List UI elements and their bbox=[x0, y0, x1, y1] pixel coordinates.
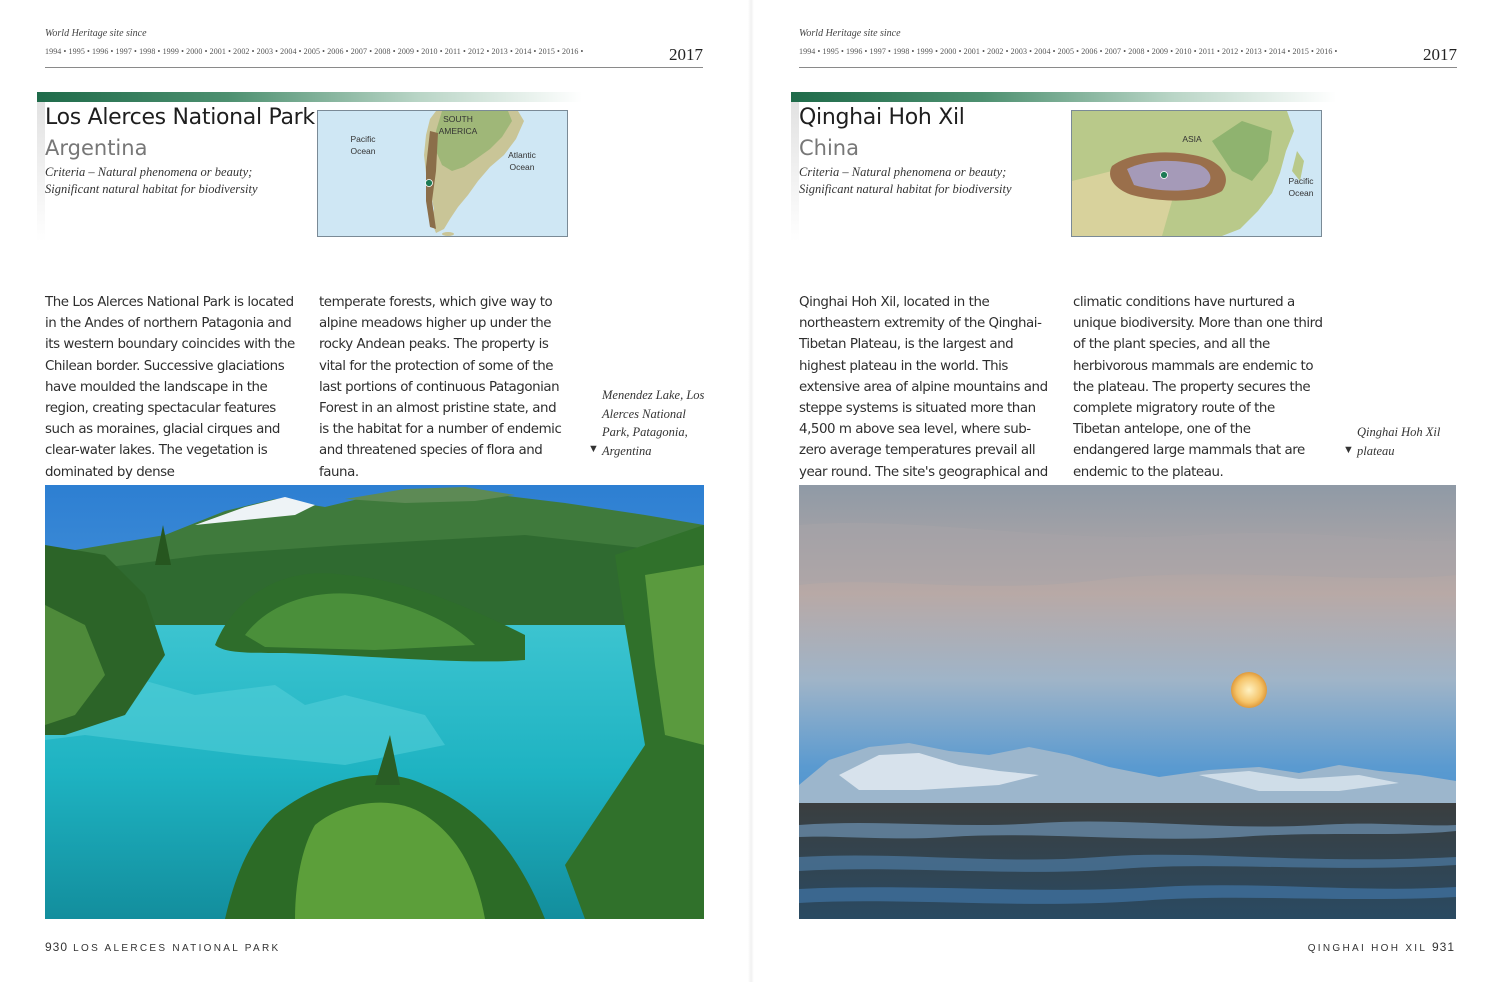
year-entry: 2006 • bbox=[327, 47, 351, 56]
caption-arrow-icon: ▼ bbox=[1343, 444, 1354, 456]
running-head bbox=[799, 28, 1457, 68]
title-accent-bar bbox=[37, 92, 582, 102]
title-shadow bbox=[791, 102, 799, 242]
year-entry: 2003 • bbox=[1010, 47, 1035, 56]
page-number: 930 bbox=[45, 940, 69, 954]
year-entry: 1998 • bbox=[893, 47, 917, 56]
criteria-line: Criteria – Natural phenomena or beauty; bbox=[45, 165, 253, 179]
folio-title: QINGHAI HOH XIL bbox=[1307, 943, 1427, 954]
year-entry: 2003 • bbox=[256, 47, 281, 56]
year-timeline bbox=[799, 47, 1457, 68]
body-text-column-1: Qinghai Hoh Xil, located in the northeastern extremity of the Qinghai-Tibetan Plateau, is the largest and highest plateau in the world. This extensive area of alpine mountains and steppe systems is situated more than 4,500 m above sea level, where sub-zero average temperatures prevail all year round. The site's geographical and bbox=[799, 295, 1048, 480]
year-entry: 1997 • bbox=[115, 47, 140, 56]
year-entry: 2000 • bbox=[940, 47, 964, 56]
year-entry: 2002 • bbox=[233, 47, 257, 56]
photo-caption bbox=[1343, 423, 1441, 460]
year-entry: 2016 • bbox=[562, 47, 584, 56]
year-entry: 2009 • bbox=[1151, 47, 1176, 56]
year-entry: 2009 • bbox=[397, 47, 422, 56]
year-entry: 2012 • bbox=[467, 47, 492, 56]
year-entry: 1996 • bbox=[846, 47, 870, 56]
year-entry: 2001 • bbox=[963, 47, 988, 56]
plateau-photo bbox=[799, 485, 1456, 919]
year-entry: 2015 • bbox=[538, 47, 563, 56]
year-entry: 2008 • bbox=[1128, 47, 1152, 56]
heritage-label: World Heritage site since bbox=[799, 28, 901, 39]
year-list bbox=[45, 47, 583, 56]
year-entry: 2000 • bbox=[186, 47, 210, 56]
site-country: Argentina bbox=[45, 136, 148, 160]
year-entry: 2010 • bbox=[421, 47, 445, 56]
site-criteria bbox=[799, 164, 1059, 198]
inscription-year: 2017 bbox=[1423, 45, 1457, 64]
year-entry: 2014 • bbox=[515, 47, 539, 56]
map-label-pacific: Pacific Ocean bbox=[350, 134, 376, 156]
year-entry: 1997 • bbox=[869, 47, 894, 56]
map-label-continent: SOUTH AMERICA bbox=[438, 114, 478, 136]
site-country: China bbox=[799, 136, 859, 160]
year-entry: 2012 • bbox=[1221, 47, 1246, 56]
location-map bbox=[1071, 110, 1322, 237]
year-entry: 2005 • bbox=[303, 47, 328, 56]
year-entry: 2015 • bbox=[1292, 47, 1317, 56]
site-title: Qinghai Hoh Xil bbox=[799, 105, 965, 130]
criteria-line: Significant natural habitat for biodiversity bbox=[799, 182, 1012, 196]
folio bbox=[1308, 940, 1455, 954]
title-accent-bar bbox=[791, 92, 1336, 102]
menendez-lake-image bbox=[45, 485, 704, 919]
year-entry: 2004 • bbox=[280, 47, 304, 56]
year-entry: 2010 • bbox=[1175, 47, 1199, 56]
folio-title: LOS ALERCES NATIONAL PARK bbox=[73, 943, 281, 954]
page-number: 931 bbox=[1431, 940, 1455, 954]
year-entry: 2011 • bbox=[444, 47, 468, 56]
year-list bbox=[799, 47, 1337, 56]
photo-caption bbox=[588, 386, 706, 460]
body-text-column-1: The Los Alerces National Park is located in the Andes of northern Patagonia and its western boundary coincides with the Chilean border. Successive glaciations have moulded the landscape in the region, creating spectacular features such as moraines, glacial cirques and clear-water lakes. The vegetation is dominated by dense bbox=[45, 295, 295, 480]
year-entry: 1996 • bbox=[92, 47, 116, 56]
year-entry: 1998 • bbox=[139, 47, 163, 56]
year-entry: 2006 • bbox=[1081, 47, 1105, 56]
year-entry: 1999 • bbox=[916, 47, 941, 56]
title-shadow bbox=[37, 102, 45, 242]
year-entry: 1994 • bbox=[45, 47, 69, 56]
year-entry: 1994 • bbox=[799, 47, 823, 56]
criteria-line: Criteria – Natural phenomena or beauty; bbox=[799, 165, 1007, 179]
caption-text: Qinghai Hoh Xil plateau bbox=[1357, 425, 1441, 458]
year-entry: 2013 • bbox=[491, 47, 516, 56]
year-entry: 2013 • bbox=[1245, 47, 1270, 56]
map-label-atlantic: Atlantic Ocean bbox=[508, 150, 536, 172]
caption-arrow-icon: ▼ bbox=[588, 443, 599, 455]
caption-text: Menendez Lake, Los Alerces National Park, Patagonia, Argentina bbox=[602, 388, 705, 458]
map-label-continent: ASIA bbox=[1182, 134, 1202, 144]
year-entry: 1995 • bbox=[822, 47, 847, 56]
year-entry: 2004 • bbox=[1034, 47, 1058, 56]
year-entry: 2014 • bbox=[1269, 47, 1293, 56]
year-entry: 2007 • bbox=[350, 47, 375, 56]
hoh-xil-plateau-image bbox=[799, 485, 1456, 919]
year-entry: 2001 • bbox=[209, 47, 234, 56]
map-label-pacific: Pacific Ocean bbox=[1288, 176, 1314, 198]
lake-photo bbox=[45, 485, 704, 919]
year-entry: 2002 • bbox=[987, 47, 1011, 56]
year-entry: 2011 • bbox=[1198, 47, 1222, 56]
criteria-line: Significant natural habitat for biodiversity bbox=[45, 182, 258, 196]
body-text-column-2: climatic conditions have nurtured a unique biodiversity. More than one third of the plant species, and all the herbivorous mammals are endemic to the plateau. The property secures the complete migratory route of the Tibetan antelope, one of the endangered large mammals that are endemic to the plateau. bbox=[1073, 295, 1323, 480]
right-page bbox=[754, 0, 1500, 982]
location-map bbox=[317, 110, 568, 237]
year-entry: 2008 • bbox=[374, 47, 398, 56]
year-entry: 1999 • bbox=[162, 47, 187, 56]
year-entry: 2007 • bbox=[1104, 47, 1129, 56]
running-head bbox=[45, 28, 703, 68]
year-entry: 2016 • bbox=[1316, 47, 1338, 56]
folio bbox=[45, 940, 281, 954]
site-criteria bbox=[45, 164, 305, 198]
heritage-label: World Heritage site since bbox=[45, 28, 147, 39]
year-entry: 2005 • bbox=[1057, 47, 1082, 56]
inscription-year: 2017 bbox=[669, 45, 703, 64]
year-timeline bbox=[45, 47, 703, 68]
year-entry: 1995 • bbox=[68, 47, 93, 56]
body-text-column-2: temperate forests, which give way to alpine meadows higher up under the rocky Andean peaks. The property is vital for the protection of some of the last portions of continuous Patagonian Forest in an almost pristine state, and is the habitat for a number of endemic and threatened species of flora and fauna. bbox=[319, 295, 562, 480]
site-title: Los Alerces National Park bbox=[45, 105, 315, 130]
asia-map bbox=[1072, 111, 1321, 236]
